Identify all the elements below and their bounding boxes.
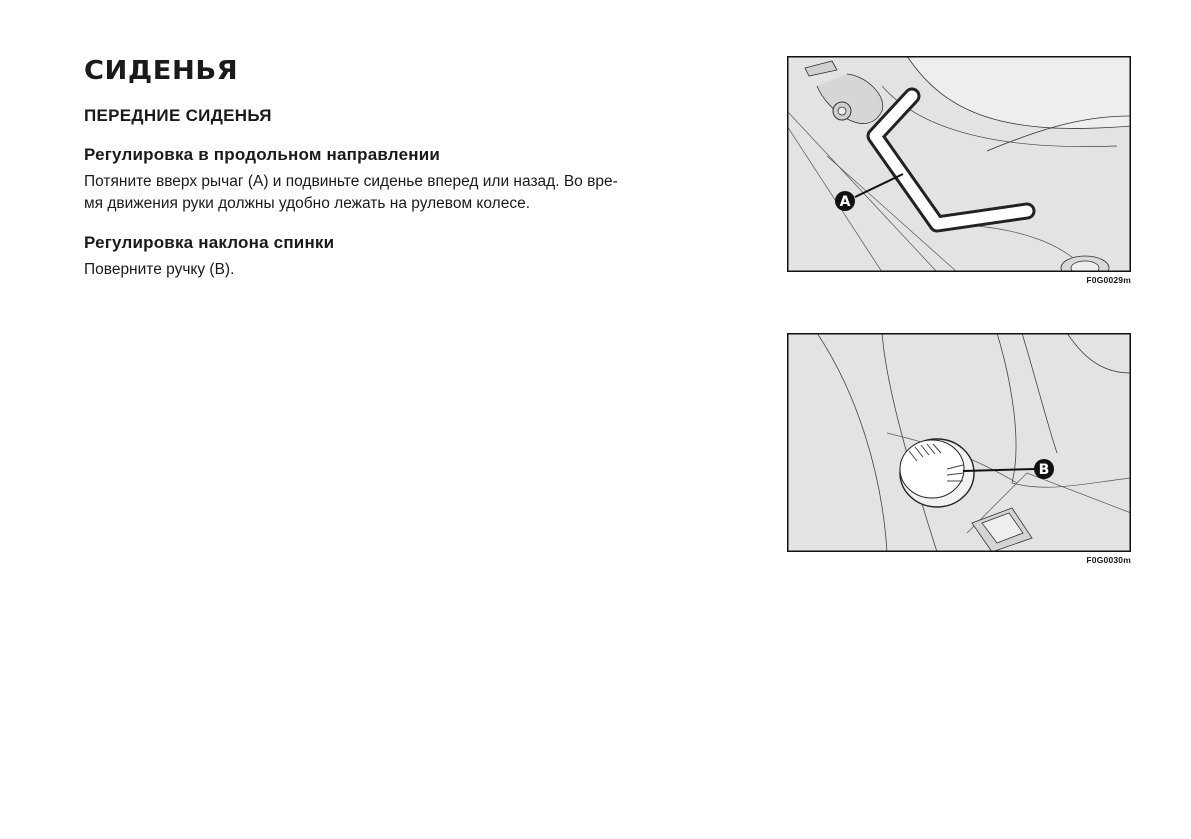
figure-seat-lever	[787, 56, 1131, 285]
recline-knob-illustration	[787, 333, 1131, 552]
heading-longitudinal-adjustment: Регулировка в продольном направлении	[84, 145, 441, 164]
heading-backrest-adjustment: Регулировка наклона спинки	[84, 233, 335, 252]
text-longitudinal-adjustment	[84, 171, 724, 215]
figure-recline-knob	[787, 333, 1131, 565]
subsection-title: ПЕРЕДНИЕ СИДЕНЬЯ	[84, 106, 272, 125]
seat-lever-illustration	[787, 56, 1131, 272]
figure-code: F0G0030m	[1086, 555, 1131, 565]
section-title: СИДЕНЬЯ	[84, 56, 239, 86]
text-line: мя движения руки должны удобно лежать на рулевом колесе.	[84, 195, 530, 212]
text-line: Поверните ручку (B).	[84, 261, 235, 278]
callout-b-label: B	[1038, 462, 1050, 478]
text-backrest-adjustment	[84, 259, 724, 281]
text-column	[84, 56, 744, 281]
text-line: Потяните вверх рычаг (A) и подвиньте сиденье вперед или назад. Во вре-	[84, 173, 618, 190]
figure-code: F0G0029m	[1086, 275, 1131, 285]
callout-a-label: A	[839, 194, 851, 210]
